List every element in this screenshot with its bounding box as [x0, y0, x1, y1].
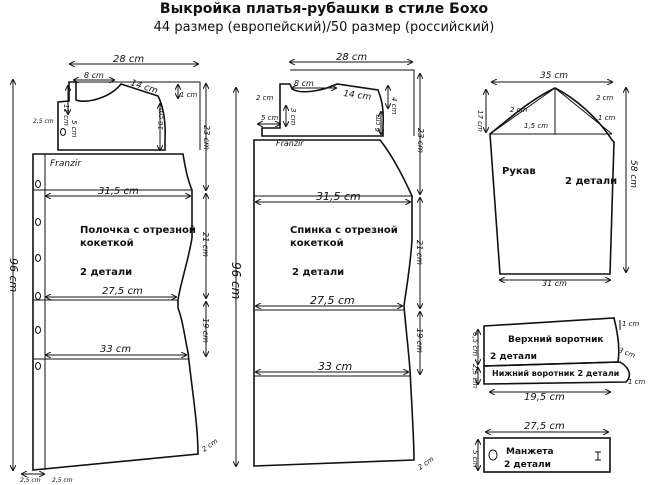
front-hip-width: 33 cm	[100, 344, 132, 355]
sleeve-cap-left: 2 cm	[510, 106, 528, 114]
front-armhole-depth: 16 cm	[157, 108, 165, 130]
front-brand: Franzir	[50, 159, 82, 169]
collar-length: 19,5 cm	[524, 392, 565, 403]
back-shoulder-len: 14 cm	[342, 89, 372, 103]
back-hip-len: 19 cm	[415, 328, 424, 353]
collar-side-right-top: 1 cm	[622, 320, 640, 328]
lower-collar-label: Нижний воротник 2 детали	[492, 369, 620, 378]
back-shoulder-w: 8 cm	[294, 79, 314, 88]
back-piece	[236, 62, 420, 466]
front-width-top: 28 cm	[113, 54, 145, 65]
front-placket-b: 2,5 cm	[52, 477, 73, 484]
front-collar-depth: 5 cm	[70, 120, 78, 138]
sleeve-label: Рукав	[502, 166, 536, 177]
front-waist-width: 27,5 cm	[102, 286, 143, 297]
back-brand: Franzir	[276, 139, 304, 148]
cuff-label: Манжета	[506, 447, 554, 457]
front-bust-width: 31,5 cm	[98, 186, 139, 197]
cuff-width: 27,5 cm	[524, 421, 565, 432]
cuff-button-icon	[489, 450, 497, 460]
front-hip-len: 19 cm	[201, 318, 210, 343]
upper-collar-label: Верхний воротник	[508, 335, 604, 345]
back-bust-width: 31,5 cm	[316, 190, 361, 203]
upper-collar-count: 2 детали	[490, 352, 537, 362]
front-placket-a: 2,5 cm	[20, 477, 41, 484]
back-total-len: 96 cm	[229, 262, 243, 300]
back-hem-drop: 2 cm	[416, 455, 436, 472]
back-label-line2: кокеткой	[290, 238, 344, 249]
collar-tip: 3 cm	[617, 346, 637, 360]
front-total-len: 96 cm	[7, 258, 20, 293]
front-corner-small: 2,5 cm	[33, 118, 54, 125]
sleeve-cap-height: 17 cm	[476, 110, 484, 132]
back-yoke-height: 23 cm	[416, 128, 425, 153]
page-title: Выкройка платья-рубашки в стиле Бохо	[159, 1, 489, 17]
collar-upper-h: 6,5 cm	[471, 332, 479, 357]
back-collar-depth: 3 cm	[289, 108, 297, 126]
back-hip-width: 33 cm	[318, 360, 353, 373]
front-label-line1: Полочка с отрезной	[80, 225, 196, 236]
back-waist-width: 27,5 cm	[310, 294, 355, 307]
back-collar-w: 5 cm	[261, 114, 279, 122]
back-count: 2 детали	[292, 267, 345, 278]
sleeve-count: 2 детали	[565, 176, 618, 187]
collar-side-right-bottom: 1 cm	[628, 378, 646, 386]
back-waist-len: 21 cm	[415, 240, 424, 265]
sleeve-length: 58 cm	[628, 160, 638, 189]
page-subtitle: 44 размер (европейский)/50 размер (российский)	[153, 20, 495, 35]
front-neck-drop: 11 cm	[62, 104, 70, 126]
front-hem-drop: 2 cm	[200, 437, 220, 454]
sleeve-bottom-width: 31 cm	[542, 279, 567, 288]
sleeve-cap-right-b: 1 cm	[598, 114, 616, 122]
front-count: 2 детали	[80, 267, 133, 278]
back-label-line1: Спинка с отрезной	[290, 225, 398, 236]
back-neck-side: 2 cm	[256, 94, 274, 102]
front-shoulder-w: 8 cm	[84, 71, 104, 80]
back-neck-drop: 4 cm	[390, 97, 398, 115]
cuff-height: 5 cm	[471, 450, 479, 468]
front-shoulder-len: 14 cm	[129, 78, 159, 97]
front-armhole-side: 1 cm	[180, 91, 198, 99]
sleeve-top-width: 35 cm	[540, 71, 569, 81]
cuff-count: 2 детали	[504, 460, 551, 470]
back-width-top: 28 cm	[336, 52, 368, 63]
front-body-outline	[33, 154, 198, 470]
front-label-line2: кокеткой	[80, 238, 134, 249]
front-waist-len: 21 cm	[201, 232, 210, 257]
collar-lower-h: 2,5 cm	[471, 364, 479, 389]
back-armhole-depth: 6 cm	[374, 114, 382, 132]
sleeve-cap-mid: 1,5 cm	[524, 122, 549, 130]
sleeve-cap-right: 2 cm	[596, 94, 614, 102]
front-yoke-height: 23 cm	[202, 125, 211, 150]
